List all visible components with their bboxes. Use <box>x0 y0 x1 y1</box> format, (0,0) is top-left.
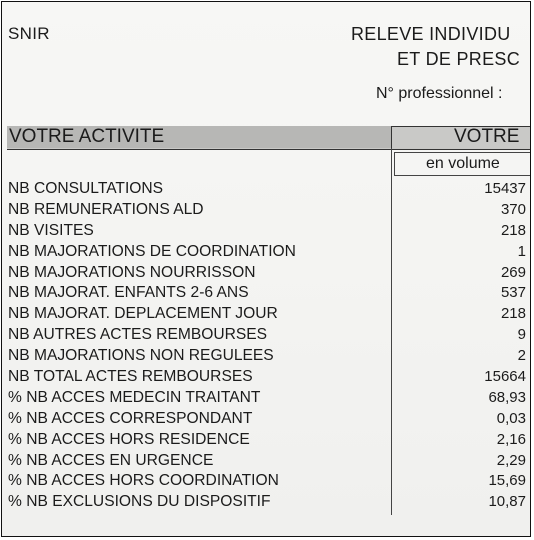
row-value: 1 <box>517 242 526 260</box>
row-label: NB VISITES <box>8 221 94 239</box>
row-label: NB MAJORATIONS DE COORDINATION <box>8 242 296 260</box>
row-label: NB MAJORAT. DEPLACEMENT JOUR <box>8 305 278 323</box>
org-name: SNIR <box>8 24 50 43</box>
row-value: 15,69 <box>488 472 526 490</box>
activity-table <box>8 179 526 513</box>
row-label: NB REMUNERATIONS ALD <box>8 200 204 218</box>
table-row <box>8 304 526 325</box>
row-value: 9 <box>517 326 526 344</box>
section-title-right: VOTRE <box>454 126 520 147</box>
row-value: 68,93 <box>488 388 526 406</box>
row-label: % NB ACCES HORS COORDINATION <box>8 472 279 490</box>
table-row <box>8 242 526 263</box>
table-row <box>8 221 526 242</box>
table-row <box>8 346 526 367</box>
table-row <box>8 367 526 388</box>
table-row <box>8 388 526 409</box>
row-value: 2 <box>517 347 526 365</box>
row-value: 218 <box>500 305 526 323</box>
row-label: NB AUTRES ACTES REMBOURSES <box>8 326 268 344</box>
report-title-line1: RELEVE INDIVIDU <box>351 24 511 44</box>
row-label: % NB ACCES MEDECIN TRAITANT <box>8 388 261 406</box>
row-label: % NB ACCES EN URGENCE <box>8 451 214 469</box>
row-value: 370 <box>500 200 526 218</box>
scan-frame <box>1 1 531 537</box>
professional-number-label: N° professionnel : <box>376 85 503 102</box>
row-value: 2,29 <box>496 451 526 469</box>
row-value: 218 <box>500 221 526 239</box>
row-value: 15664 <box>484 368 526 386</box>
row-label: % NB EXCLUSIONS DU DISPOSITIF <box>8 493 271 511</box>
row-label: NB MAJORATIONS NON REGULEES <box>8 347 274 365</box>
row-value: 269 <box>500 263 526 281</box>
table-row <box>8 409 526 430</box>
row-label: % NB ACCES HORS RESIDENCE <box>8 430 250 448</box>
document-page <box>2 2 530 536</box>
volume-column-header: en volume <box>426 155 500 172</box>
row-label: NB TOTAL ACTES REMBOURSES <box>8 368 253 386</box>
row-label: NB MAJORAT. ENFANTS 2-6 ANS <box>8 284 249 302</box>
table-row <box>8 430 526 451</box>
table-row <box>8 451 526 472</box>
row-value: 2,16 <box>496 430 526 448</box>
row-value: 15437 <box>484 180 526 197</box>
row-value: 0,03 <box>496 409 526 427</box>
row-label: NB MAJORATIONS NOURRISSON <box>8 263 256 281</box>
table-row <box>8 325 526 346</box>
table-row <box>8 471 526 492</box>
table-row <box>8 492 526 513</box>
row-label: % NB ACCES CORRESPONDANT <box>8 409 253 427</box>
report-title-line2: ET DE PRESC <box>397 49 520 69</box>
table-row <box>8 179 526 200</box>
table-row <box>8 200 526 221</box>
table-row <box>8 283 526 304</box>
section-title-activity: VOTRE ACTIVITE <box>9 126 165 147</box>
row-value: 10,87 <box>488 493 526 511</box>
row-label: NB CONSULTATIONS <box>8 180 164 197</box>
row-value: 537 <box>500 284 526 302</box>
table-row <box>8 263 526 284</box>
